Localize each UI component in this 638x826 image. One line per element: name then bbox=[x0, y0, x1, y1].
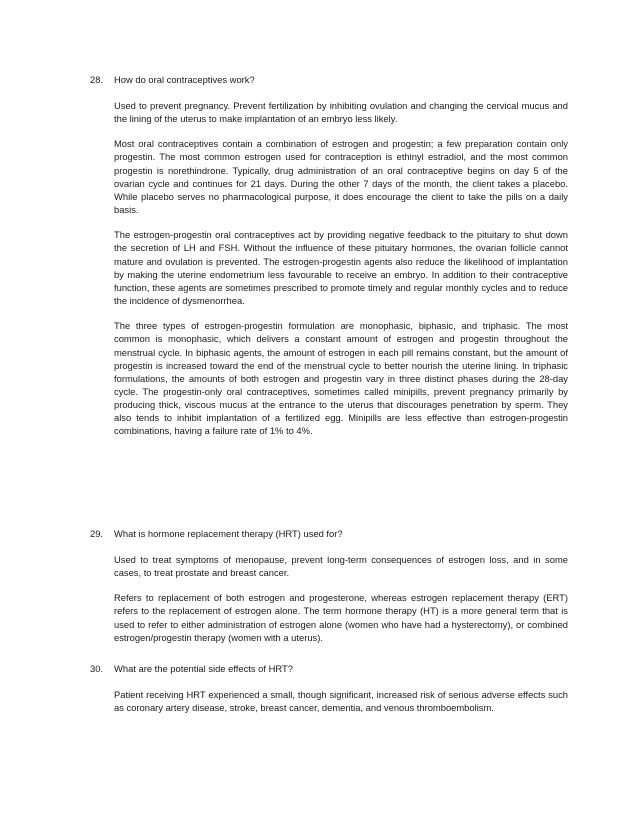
question-text: What is hormone replacement therapy (HRT) used for? bbox=[114, 528, 343, 539]
answer-29 bbox=[114, 553, 568, 644]
question-number: 30. bbox=[90, 663, 104, 674]
question-29-block bbox=[90, 527, 568, 644]
answer-paragraph: Most oral contraceptives contain a combination of estrogen and progestin; a few preparation contain only progestin. The most common estrogen used for contraception is ethinyl estradiol, and the most common progestin is norethindrone. Typically, drug administration of an oral contraceptive begins on day 5 of the ovarian cycle and continues for 21 days. During the other 7 days of the month, the client takes a placebo. While placebo serves no pharmacological purpose, it does encourage the client to take the pills on a daily basis. bbox=[114, 138, 568, 216]
answer-30 bbox=[114, 688, 568, 714]
question-number: 28. bbox=[90, 74, 104, 85]
answer-paragraph: The three types of estrogen-progestin formulation are monophasic, biphasic, and triphasic. The most common is monophasic, which delivers a constant amount of estrogen and progestin throughout the menstrual cycle. In biphasic agents, the amount of estrogen in each pill remains constant, but the amount of progestin is increased toward the end of the menstrual cycle to better nourish the uterine lining. In triphasic formulations, the amounts of both estrogen and progestin vary in three distinct phases during the 28-day cycle. The progestin-only oral contraceptives, sometimes called minipills, prevent pregnancy primarily by producing thick, viscous mucus at the entrance to the uterus that discourages penetration by sperm. They also tends to inhibit implantation of a fertilized egg. Minipills are less effective than estrogen-progestin combinations, having a failure rate of 1% to 4%. bbox=[114, 320, 568, 437]
answer-paragraph: Refers to replacement of both estrogen and progesterone, whereas estrogen replacement therapy (ERT) refers to the replacement of estrogen alone. The term hormone therapy (HT) is a more general term that is used to refer to either administration of estrogen alone (women who have had a hysterectomy), or combined estrogen/progestin therapy (women with a uterus). bbox=[114, 592, 568, 643]
question-28-heading bbox=[90, 73, 568, 86]
answer-28 bbox=[114, 99, 568, 438]
question-30-block bbox=[90, 662, 568, 714]
question-30-heading bbox=[90, 662, 568, 675]
answer-paragraph: Used to prevent pregnancy. Prevent fertilization by inhibiting ovulation and changing the cervical mucus and the lining of the uterus to make implantation of an embryo less likely. bbox=[114, 100, 568, 125]
answer-paragraph: Used to treat symptoms of menopause, prevent long-term consequences of estrogen loss, and in some cases, to treat prostate and breast cancer. bbox=[114, 554, 568, 579]
question-text: How do oral contraceptives work? bbox=[114, 74, 255, 85]
answer-paragraph: Patient receiving HRT experienced a small, though significant, increased risk of serious adverse effects such as coronary artery disease, stroke, breast cancer, dementia, and venous thromboembolism. bbox=[114, 689, 568, 714]
question-28-block bbox=[90, 73, 568, 438]
question-number: 29. bbox=[90, 528, 104, 539]
question-29-heading bbox=[90, 527, 568, 540]
question-text: What are the potential side effects of HRT? bbox=[114, 663, 293, 674]
answer-paragraph: The estrogen-progestin oral contraceptives act by providing negative feedback to the pituitary to shut down the secretion of LH and FSH. Without the influence of these pituitary hormones, the ovarian follicle cannot mature and ovulation is prevented. The estrogen-progestin agents also reduce the likelihood of implantation by making the uterine endometrium less favourable to receive an embryo. In addition to their contraceptive function, these agents are sometimes prescribed to promote timely and regular monthly cycles and to reduce the incidence of dysmenorrhea. bbox=[114, 229, 568, 307]
